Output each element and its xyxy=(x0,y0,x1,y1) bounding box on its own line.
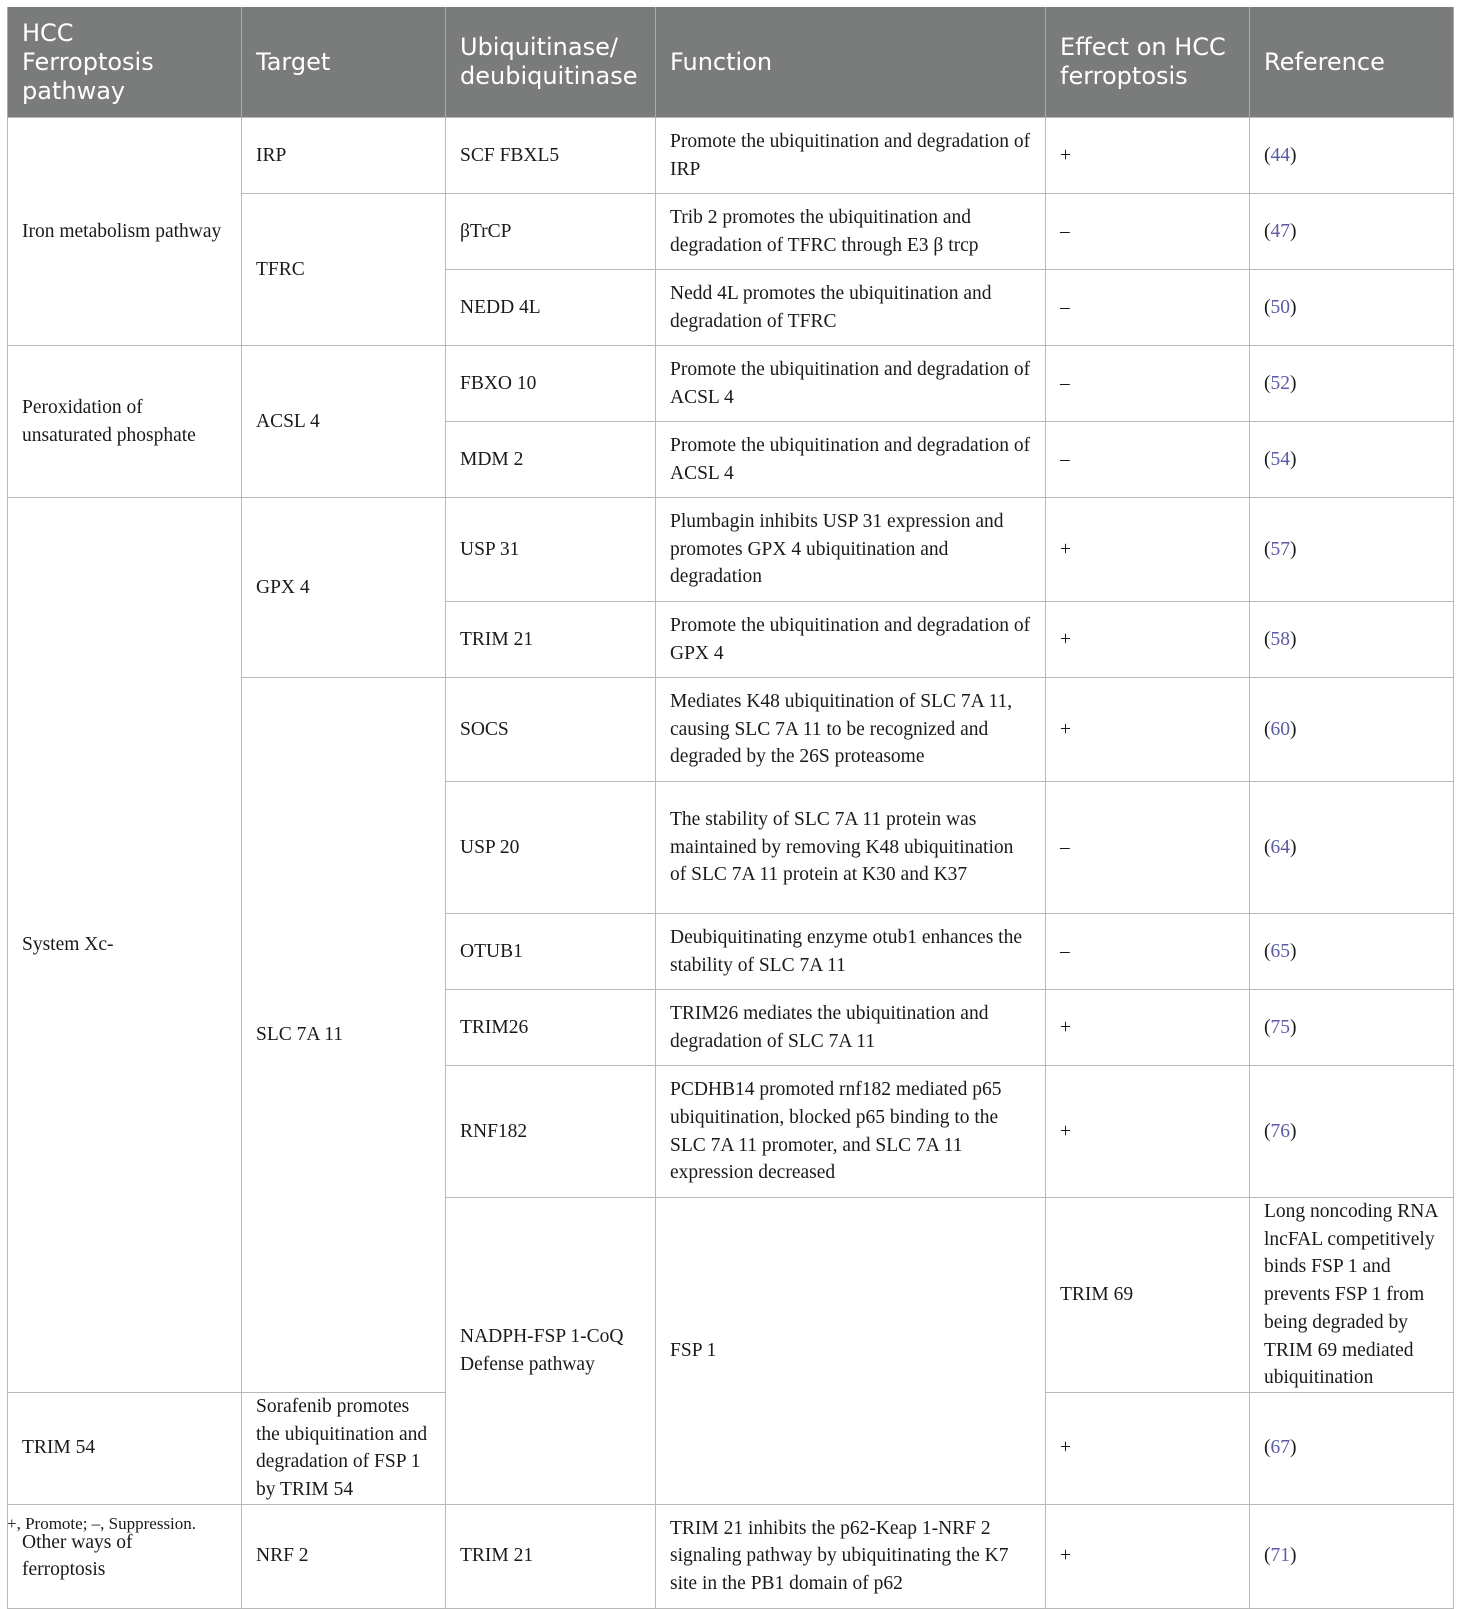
reference-cell: (47) xyxy=(1250,194,1454,270)
reference-link[interactable]: 71 xyxy=(1270,1545,1290,1567)
effect-cell: – xyxy=(1046,346,1250,422)
effect-cell: – xyxy=(1046,782,1250,914)
reference-cell: (75) xyxy=(1250,990,1454,1066)
reference-cell: (65) xyxy=(1250,914,1454,990)
table-row xyxy=(8,498,1454,602)
function-cell: Promote the ubiquitination and degradation of ACSL 4 xyxy=(656,422,1046,498)
table-row xyxy=(8,346,1454,422)
enzyme-cell: TRIM 21 xyxy=(446,1504,656,1608)
header-row xyxy=(8,7,1454,118)
effect-cell: + xyxy=(1046,118,1250,194)
reference-link[interactable]: 67 xyxy=(1270,1437,1290,1459)
target-cell: SLC 7A 11 xyxy=(242,678,446,1393)
enzyme-cell: SOCS xyxy=(446,678,656,782)
target-cell: FSP 1 xyxy=(656,1198,1046,1505)
table-row xyxy=(8,118,1454,194)
table-footnote: +, Promote; –, Suppression. xyxy=(7,1514,197,1533)
reference-cell: (52) xyxy=(1250,346,1454,422)
reference-link[interactable]: 64 xyxy=(1270,836,1290,858)
table-row xyxy=(8,1504,1454,1608)
effect-cell: + xyxy=(1046,1504,1250,1608)
header-reference: Reference xyxy=(1250,7,1454,118)
effect-cell: – xyxy=(1046,422,1250,498)
header-pathway: HCC Ferroptosis pathway xyxy=(8,7,242,118)
reference-cell: (44) xyxy=(1250,118,1454,194)
pathway-cell: Iron metabolism pathway xyxy=(8,118,242,346)
reference-cell: (50) xyxy=(1250,270,1454,346)
effect-cell: + xyxy=(1046,1066,1250,1198)
data-table xyxy=(7,7,1454,1609)
reference-link[interactable]: 44 xyxy=(1270,144,1290,166)
enzyme-cell: TRIM 69 xyxy=(1046,1198,1250,1393)
enzyme-cell: TRIM 54 xyxy=(8,1392,242,1504)
function-cell: Long noncoding RNA lncFAL competitively binds FSP 1 and prevents FSP 1 from being degraded by TRIM 69 mediated ubiquitination xyxy=(1250,1198,1454,1393)
reference-cell: (76) xyxy=(1250,1066,1454,1198)
reference-link[interactable]: 75 xyxy=(1270,1016,1290,1038)
reference-link[interactable]: 57 xyxy=(1270,538,1290,560)
pathway-cell: System Xc- xyxy=(8,498,242,1393)
target-cell: IRP xyxy=(242,118,446,194)
effect-cell: + xyxy=(1046,602,1250,678)
reference-link[interactable]: 50 xyxy=(1270,296,1290,318)
reference-link[interactable]: 60 xyxy=(1270,718,1290,740)
effect-cell: – xyxy=(1046,194,1250,270)
reference-cell: (58) xyxy=(1250,602,1454,678)
reference-link[interactable]: 76 xyxy=(1270,1120,1290,1142)
target-cell: NRF 2 xyxy=(242,1504,446,1608)
header-enzyme: Ubiquitinase/ deubiquitinase xyxy=(446,7,656,118)
function-cell: Promote the ubiquitination and degradation of ACSL 4 xyxy=(656,346,1046,422)
effect-cell: + xyxy=(1046,1392,1250,1504)
effect-cell: – xyxy=(1046,270,1250,346)
enzyme-cell: RNF182 xyxy=(446,1066,656,1198)
effect-cell: + xyxy=(1046,498,1250,602)
enzyme-cell: MDM 2 xyxy=(446,422,656,498)
enzyme-cell: βTrCP xyxy=(446,194,656,270)
function-cell: Sorafenib promotes the ubiquitination and degradation of FSP 1 by TRIM 54 xyxy=(242,1392,446,1504)
target-cell: TFRC xyxy=(242,194,446,346)
effect-cell: – xyxy=(1046,914,1250,990)
reference-link[interactable]: 58 xyxy=(1270,628,1290,650)
function-cell: Plumbagin inhibits USP 31 expression and promotes GPX 4 ubiquitination and degradation xyxy=(656,498,1046,602)
function-cell: Promote the ubiquitination and degradation of IRP xyxy=(656,118,1046,194)
function-cell: Mediates K48 ubiquitination of SLC 7A 11, causing SLC 7A 11 to be recognized and degraded by the 26S proteasome xyxy=(656,678,1046,782)
enzyme-cell: TRIM26 xyxy=(446,990,656,1066)
reference-cell: (67) xyxy=(1250,1392,1454,1504)
enzyme-cell: OTUB1 xyxy=(446,914,656,990)
reference-cell: (71) xyxy=(1250,1504,1454,1608)
reference-cell: (64) xyxy=(1250,782,1454,914)
pathway-cell: Peroxidation of unsaturated phosphate xyxy=(8,346,242,498)
reference-link[interactable]: 47 xyxy=(1270,220,1290,242)
reference-link[interactable]: 65 xyxy=(1270,940,1290,962)
enzyme-cell: USP 31 xyxy=(446,498,656,602)
function-cell: PCDHB14 promoted rnf182 mediated p65 ubiquitination, blocked p65 binding to the SLC 7A 11 promoter, and SLC 7A 11 expression decreased xyxy=(656,1066,1046,1198)
target-cell: GPX 4 xyxy=(242,498,446,678)
enzyme-cell: USP 20 xyxy=(446,782,656,914)
header-effect: Effect on HCC ferroptosis xyxy=(1046,7,1250,118)
reference-cell: (54) xyxy=(1250,422,1454,498)
function-cell: TRIM26 mediates the ubiquitination and degradation of SLC 7A 11 xyxy=(656,990,1046,1066)
header-function: Function xyxy=(656,7,1046,118)
function-cell: Promote the ubiquitination and degradation of GPX 4 xyxy=(656,602,1046,678)
enzyme-cell: SCF FBXL5 xyxy=(446,118,656,194)
pathway-cell: Other ways of ferroptosis xyxy=(8,1504,242,1608)
pathway-cell: NADPH-FSP 1-CoQ Defense pathway xyxy=(446,1198,656,1505)
reference-cell: (60) xyxy=(1250,678,1454,782)
function-cell: The stability of SLC 7A 11 protein was maintained by removing K48 ubiquitination of SLC 7A 11 protein at K30 and K37 xyxy=(656,782,1046,914)
reference-link[interactable]: 52 xyxy=(1270,372,1290,394)
target-cell: ACSL 4 xyxy=(242,346,446,498)
function-cell: Trib 2 promotes the ubiquitination and degradation of TFRC through E3 β trcp xyxy=(656,194,1046,270)
function-cell: Deubiquitinating enzyme otub1 enhances the stability of SLC 7A 11 xyxy=(656,914,1046,990)
effect-cell: + xyxy=(1046,990,1250,1066)
enzyme-cell: FBXO 10 xyxy=(446,346,656,422)
reference-link[interactable]: 54 xyxy=(1270,448,1290,470)
reference-cell: (57) xyxy=(1250,498,1454,602)
enzyme-cell: TRIM 21 xyxy=(446,602,656,678)
enzyme-cell: NEDD 4L xyxy=(446,270,656,346)
function-cell: TRIM 21 inhibits the p62-Keap 1-NRF 2 signaling pathway by ubiquitinating the K7 site in the PB1 domain of p62 xyxy=(656,1504,1046,1608)
header-target: Target xyxy=(242,7,446,118)
effect-cell: + xyxy=(1046,678,1250,782)
function-cell: Nedd 4L promotes the ubiquitination and degradation of TFRC xyxy=(656,270,1046,346)
